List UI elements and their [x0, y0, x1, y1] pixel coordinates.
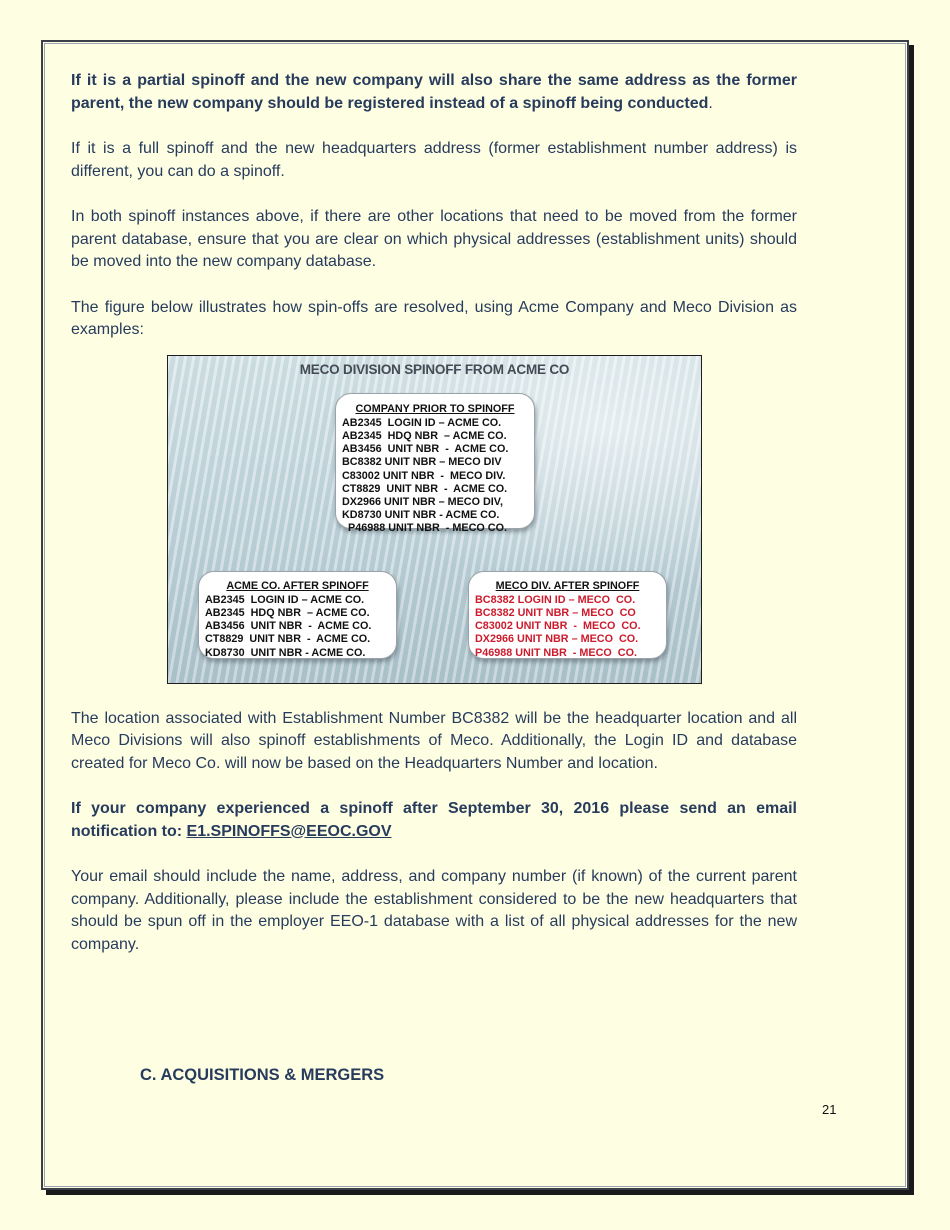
- paragraph-email-contents: Your email should include the name, address, and company number (if known) of the current parent company. Additionally, please include the establishment considered to be the new headquarters that should be spun off in the employer EEO-1 database with a list of all physical addresses for the new company.: [71, 868, 797, 953]
- acme-after-box: [198, 571, 397, 659]
- paragraph-figure-intro: The figure below illustrates how spin-offs are resolved, using Acme Company and Meco Division as examples:: [71, 298, 797, 338]
- list-item: P46988 UNIT NBR - MECO CO.: [342, 522, 507, 535]
- list-item: AB3456 UNIT NBR - ACME CO.: [342, 443, 509, 456]
- acme-after-title: ACME CO. AFTER SPINOFF: [226, 579, 369, 592]
- page-number: 21: [822, 1102, 837, 1117]
- list-item: AB2345 LOGIN ID – ACME CO.: [205, 593, 365, 606]
- list-item: DX2966 UNIT NBR – MECO DIV,: [342, 495, 503, 508]
- list-item: CT8829 UNIT NBR - ACME CO.: [205, 633, 371, 646]
- list-item: BC8382 UNIT NBR – MECO DIV: [342, 456, 502, 469]
- list-item: C83002 UNIT NBR - MECO DIV.: [342, 469, 506, 482]
- figure-title: MECO DIVISION SPINOFF FROM ACME CO: [299, 361, 570, 377]
- list-item: AB2345 LOGIN ID – ACME CO.: [342, 416, 502, 429]
- list-item: AB3456 UNIT NBR - ACME CO.: [205, 620, 372, 633]
- meco-after-box: [468, 571, 667, 659]
- spinoff-email-link[interactable]: E1.SPINOFFS@EEOC.GOV: [186, 822, 392, 840]
- list-item: BC8382 UNIT NBR – MECO CO: [475, 606, 636, 619]
- document-body: [71, 70, 797, 979]
- partial-spinoff-bold-text: If it is a partial spinoff and the new company will also share the same address as the former parent, the new company should be registered instead of a spinoff being conducted: [71, 72, 797, 112]
- section-heading: C. ACQUISITIONS & MERGERS: [140, 1066, 385, 1084]
- paragraph-partial-spinoff: [71, 70, 797, 115]
- period: .: [708, 94, 713, 112]
- list-item: AB2345 HDQ NBR – ACME CO.: [342, 429, 507, 442]
- list-item: CT8829 UNIT NBR - ACME CO.: [342, 482, 508, 495]
- list-item: BC8382 LOGIN ID – MECO CO.: [475, 593, 636, 606]
- meco-after-title: MECO DIV. AFTER SPINOFF: [495, 579, 640, 592]
- paragraph-full-spinoff: If it is a full spinoff and the new headquarters address (former establishment number address) is different, you can do a spinoff.: [71, 140, 797, 180]
- list-item: P46988 UNIT NBR - MECO CO.: [475, 646, 637, 659]
- paragraph-other-locations: In both spinoff instances above, if there are other locations that need to be moved from the former parent database, ensure that you are clear on which physical addresses (establishment units) should be moved into the new company database.: [71, 208, 797, 270]
- list-item: C83002 UNIT NBR - MECO CO.: [475, 620, 641, 633]
- list-item: KD8730 UNIT NBR - ACME CO.: [205, 646, 366, 659]
- list-item: AB2345 HDQ NBR – ACME CO.: [205, 606, 370, 619]
- company-prior-box: [335, 393, 535, 535]
- email-notice-text: If your company experienced a spinoff after September 30, 2016 please send an email notification to:: [71, 800, 797, 840]
- company-prior-title: COMPANY PRIOR TO SPINOFF: [355, 402, 515, 415]
- paragraph-headquarter-location: The location associated with Establishment Number BC8382 will be the headquarter location and all Meco Divisions will also spinoff establishments of Meco. Additionally, the Login ID and database created for Meco Co. will now be based on the Headquarters Number and location.: [71, 709, 797, 772]
- spinoff-figure: [167, 355, 702, 684]
- list-item: KD8730 UNIT NBR - ACME CO.: [342, 509, 500, 522]
- paragraph-email-notice: [71, 798, 797, 843]
- list-item: DX2966 UNIT NBR – MECO CO.: [475, 633, 639, 646]
